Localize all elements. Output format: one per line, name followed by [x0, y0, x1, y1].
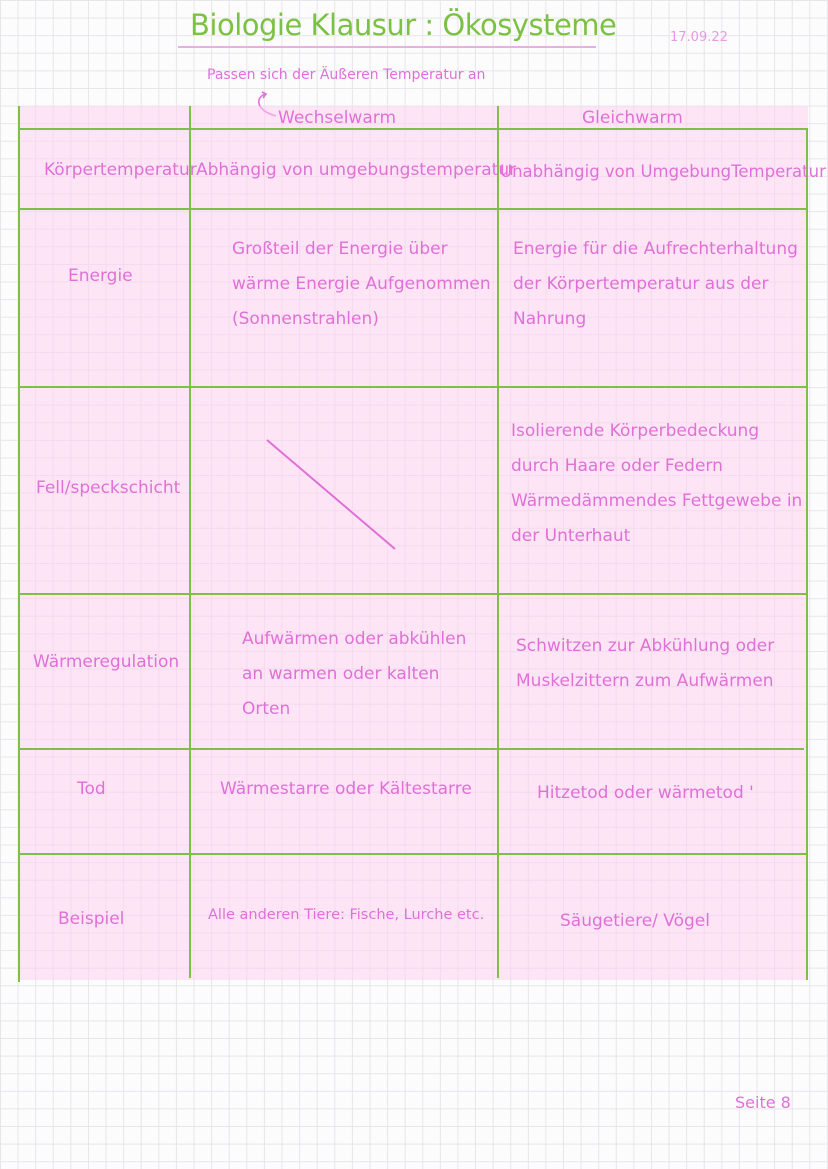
row-line-1 — [18, 208, 808, 210]
cell-wechselwarm-waermeregulation-line-1: Aufwärmen oder abkühlen — [242, 629, 467, 649]
table-divider-2 — [497, 106, 499, 978]
not-applicable-slash — [264, 437, 400, 553]
cell-gleichwarm-fell-line-4: der Unterhaut — [511, 526, 631, 546]
cell-gleichwarm-fell-line-3: Wärmedämmendes Fettgewebe in — [511, 491, 803, 511]
cell-wechselwarm-tod: Wärmestarre oder Kältestarre — [220, 779, 472, 799]
row-line-3 — [18, 593, 808, 595]
table-header-line — [18, 128, 808, 130]
cell-gleichwarm-waermeregulation-line-1: Schwitzen zur Abkühlung oder — [516, 636, 775, 656]
cell-gleichwarm-energie-line-1: Energie für die Aufrechterhaltung — [513, 239, 798, 259]
cell-wechselwarm-energie-line-2: wärme Energie Aufgenommen — [232, 274, 491, 294]
cell-gleichwarm-fell-line-2: durch Haare oder Federn — [511, 456, 723, 476]
cell-gleichwarm-waermeregulation-line-2: Muskelzittern zum Aufwärmen — [516, 671, 774, 691]
page-number: Seite 8 — [735, 1093, 791, 1112]
row-line-5 — [18, 853, 808, 855]
cell-gleichwarm-tod: Hitzetod oder wärmetod ' — [537, 783, 754, 803]
row-label-fell-speckschicht: Fell/speckschicht — [36, 478, 181, 498]
row-label-beispiel: Beispiel — [58, 909, 125, 929]
table-border-left — [18, 106, 20, 982]
title-underline — [178, 46, 596, 48]
cell-wechselwarm-waermeregulation-line-3: Orten — [242, 699, 291, 719]
table-divider-1 — [189, 106, 191, 978]
cell-wechselwarm-energie-line-1: Großteil der Energie über — [232, 239, 448, 259]
date: 17.09.22 — [670, 30, 728, 45]
row-label-waermeregulation: Wärmeregulation — [33, 652, 180, 672]
cell-wechselwarm-beispiel: Alle anderen Tiere: Fische, Lurche etc. — [208, 907, 485, 923]
row-label-energie: Energie — [68, 266, 133, 286]
cell-gleichwarm-energie-line-2: der Körpertemperatur aus der — [513, 274, 769, 294]
column-header-gleichwarm: Gleichwarm — [582, 108, 683, 128]
column-header-wechselwarm: Wechselwarm — [278, 108, 397, 128]
cell-gleichwarm-beispiel: Säugetiere/ Vögel — [560, 911, 710, 931]
row-label-koerpertemperatur: Körpertemperatur — [44, 160, 197, 180]
cell-gleichwarm-fell-line-1: Isolierende Körperbedeckung — [511, 421, 760, 441]
row-line-4 — [18, 748, 804, 750]
cell-gleichwarm-koerpertemperatur: Unabhängig von UmgebungTemperatur — [500, 162, 826, 181]
cell-wechselwarm-waermeregulation-line-2: an warmen oder kalten — [242, 664, 440, 684]
row-label-tod: Tod — [77, 779, 106, 799]
row-line-2 — [18, 386, 808, 388]
cell-wechselwarm-koerpertemperatur: Abhängig von umgebungstemperatur — [196, 160, 517, 180]
cell-wechselwarm-energie-line-3: (Sonnenstrahlen) — [232, 309, 379, 329]
annotation-note: Passen sich der Äußeren Temperatur an — [207, 67, 486, 83]
cell-gleichwarm-energie-line-3: Nahrung — [513, 309, 587, 329]
page-title: Biologie Klausur : Ökosysteme — [190, 8, 617, 42]
